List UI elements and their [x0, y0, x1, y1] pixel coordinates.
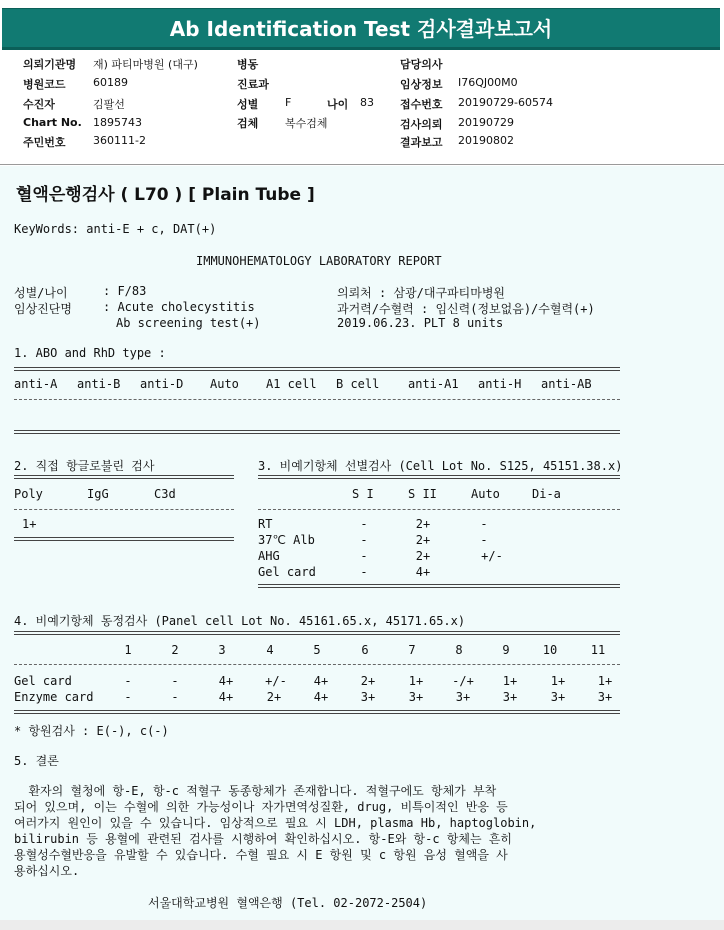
panel-cell: 1+ — [502, 674, 518, 688]
panel-col-header: 8 — [455, 643, 463, 657]
chart-no-value: 1895743 — [93, 116, 142, 129]
report-date-label: 결과보고 — [400, 136, 443, 149]
panel-cell: 1+ — [597, 674, 613, 688]
screening-row-label: RT — [258, 517, 273, 531]
screening-cell: 2+ — [415, 517, 431, 531]
hospital-code-label: 병원코드 — [23, 78, 66, 91]
abo-col-header: A1 cell — [266, 377, 317, 391]
clinical-info-label: 임상정보 — [400, 78, 443, 91]
lab-report — [0, 166, 724, 920]
patient-label: 수진자 — [23, 98, 55, 111]
divider — [14, 631, 620, 635]
panel-col-header: 3 — [218, 643, 226, 657]
accession-value: 20190729-60574 — [458, 96, 553, 109]
dat-col-header: Poly — [14, 487, 43, 501]
panel-cell: - — [171, 674, 179, 688]
screening-cell: +/- — [481, 549, 503, 563]
resident-no-label: 주민번호 — [23, 136, 66, 149]
panel-cell: - — [124, 690, 132, 704]
screening-col-header: S II — [408, 487, 437, 501]
panel-cell: 2+ — [360, 674, 376, 688]
panel-row-label: Enzyme card — [14, 690, 94, 704]
conclusion-title: 5. 결론 — [14, 754, 59, 768]
conclusion-line: 여러가지 원인이 있을 수 있습니다. 임상적으로 필요 시 LDH, plasma Hb, haptoglobin, — [14, 816, 537, 830]
panel-col-header: 4 — [266, 643, 274, 657]
hospital-value: 재) 파티마병원 (대구) — [93, 58, 198, 71]
dept-label: 진료과 — [237, 78, 269, 91]
dat-poly-value: 1+ — [22, 517, 37, 531]
request-date-label: 검사의뢰 — [400, 118, 443, 131]
panel-cell: 4+ — [313, 690, 329, 704]
abo-col-header: anti-A — [14, 377, 58, 391]
diagnosis-value-2: Ab screening test(+) — [116, 316, 261, 330]
screening-cell: 2+ — [415, 549, 431, 563]
divider — [14, 537, 234, 541]
panel-cell: 3+ — [455, 690, 471, 704]
panel-col-header: 10 — [542, 643, 558, 657]
transfusion-history-detail: 2019.06.23. PLT 8 units — [337, 316, 504, 330]
abo-col-header: anti-H — [478, 377, 522, 391]
screening-title: 3. 비예기항체 선별검사 (Cell Lot No. S125, 45151.38.x) — [258, 459, 623, 473]
hospital-code-value: 60189 — [93, 76, 128, 89]
report-date-value: 20190802 — [458, 134, 514, 147]
conclusion-line: 되어 있으며, 이는 수혈에 의한 가능성이나 자가면역성질환, drug, 비특이적인 반응 등 — [14, 800, 508, 814]
screening-cell: - — [480, 533, 488, 547]
abo-col-header: Auto — [210, 377, 239, 391]
screening-cell: - — [360, 533, 368, 547]
accession-label: 접수번호 — [400, 98, 443, 111]
specimen-label: 검체 — [237, 117, 259, 130]
age-value: 83 — [360, 96, 374, 109]
abo-col-header: anti-AB — [541, 377, 592, 391]
panel-cell: 4+ — [313, 674, 329, 688]
screening-cell: - — [480, 517, 488, 531]
screening-row-label: Gel card — [258, 565, 316, 579]
dat-col-header: C3d — [154, 487, 176, 501]
screening-cell: - — [360, 549, 368, 563]
diagnosis-value: : Acute cholecystitis — [103, 300, 255, 314]
panel-col-header: 2 — [171, 643, 179, 657]
divider — [14, 430, 620, 434]
age-label: 나이 — [327, 98, 349, 111]
conclusion-line: bilirubin 등 용혈에 관련된 검사를 시행하여 확인하십시오. 항-E와 항-c 항체는 흔히 — [14, 832, 512, 846]
sex-value: F — [285, 96, 292, 109]
screening-col-header: S I — [352, 487, 374, 501]
conclusion-line: 환자의 혈청에 항-E, 항-c 적혈구 동종항체가 존재합니다. 적혈구에도 항체가 부착 — [14, 784, 497, 798]
patient-value: 김팔선 — [93, 98, 125, 111]
clinical-info-value: I76QJ00M0 — [458, 76, 518, 89]
divider — [14, 367, 620, 371]
conclusion-line: 용하십시오. — [14, 864, 80, 878]
section-title: 혈액은행검사 ( L70 ) [ Plain Tube ] — [16, 185, 315, 205]
panel-cell: 1+ — [408, 674, 424, 688]
panel-cell: +/- — [265, 674, 287, 688]
sex-age-label: 성별/나이 — [14, 286, 68, 300]
screening-col-header: Auto — [471, 487, 500, 501]
panel-cell: 3+ — [502, 690, 518, 704]
dat-col-header: IgG — [87, 487, 109, 501]
divider — [14, 509, 234, 510]
panel-row-label: Gel card — [14, 674, 72, 688]
specimen-value: 복수검체 — [285, 117, 328, 130]
request-date-value: 20190729 — [458, 116, 514, 129]
screening-cell: 2+ — [415, 533, 431, 547]
panel-col-header: 9 — [502, 643, 510, 657]
divider — [14, 399, 620, 400]
panel-cell: - — [124, 674, 132, 688]
abo-col-header: anti-A1 — [408, 377, 459, 391]
screening-row-label: AHG — [258, 549, 280, 563]
divider — [14, 664, 620, 665]
divider — [258, 509, 620, 510]
panel-cell: 3+ — [597, 690, 613, 704]
abo-col-header: B cell — [336, 377, 380, 391]
blood-bank-footer: 서울대학교병원 혈액은행 (Tel. 02-2072-2504) — [148, 896, 428, 910]
hospital-label: 의뢰기관명 — [23, 58, 77, 71]
screening-row-label: 37℃ Alb — [258, 533, 315, 547]
screening-col-header: Di-a — [532, 487, 561, 501]
chart-no-label: Chart No. — [23, 116, 82, 129]
abo-col-header: anti-B — [77, 377, 121, 391]
panel-cell: 3+ — [360, 690, 376, 704]
panel-col-header: 5 — [313, 643, 321, 657]
sex-label: 성별 — [237, 98, 259, 111]
conclusion-line: 용혈성수혈반응을 유발할 수 있습니다. 수혈 필요 시 E 항원 및 c 항원 음성 혈액을 사 — [14, 848, 508, 862]
divider — [14, 710, 620, 714]
ward-label: 병동 — [237, 58, 259, 71]
screening-cell: 4+ — [415, 565, 431, 579]
report-title: Ab Identification Test 검사결과보고서 — [169, 17, 553, 41]
panel-col-header: 1 — [124, 643, 132, 657]
divider — [258, 584, 620, 588]
panel-cell: - — [171, 690, 179, 704]
panel-cell: 2+ — [266, 690, 282, 704]
panel-cell: 4+ — [218, 690, 234, 704]
panel-cell: 3+ — [408, 690, 424, 704]
keywords: KeyWords: anti-E + c, DAT(+) — [14, 222, 217, 236]
title-bar — [2, 8, 720, 50]
panel-cell: 3+ — [550, 690, 566, 704]
transfusion-history: 과거력/수혈력 : 임신력(정보없음)/수혈력(+) — [337, 302, 595, 316]
divider — [14, 475, 234, 479]
resident-no-value: 360111-2 — [93, 134, 146, 147]
identification-title: 4. 비예기항체 동정검사 (Panel cell Lot No. 45161.65.x, 45171.65.x) — [14, 614, 466, 628]
panel-cell: -/+ — [452, 674, 474, 688]
divider — [258, 475, 620, 479]
page-bottom-band — [0, 920, 724, 930]
referrer: 의뢰처 : 삼광/대구파티마병원 — [337, 286, 506, 300]
abo-rhd-title: 1. ABO and RhD type : — [14, 346, 166, 360]
sex-age-value: : F/83 — [103, 284, 147, 298]
panel-col-header: 7 — [408, 643, 416, 657]
lab-title: IMMUNOHEMATOLOGY LABORATORY REPORT — [196, 254, 442, 268]
antigen-test: * 항원검사 : E(-), c(-) — [14, 724, 169, 738]
panel-cell: 1+ — [550, 674, 566, 688]
panel-col-header: 11 — [590, 643, 606, 657]
dat-title: 2. 직접 항글로불린 검사 — [14, 459, 155, 473]
panel-cell: 4+ — [218, 674, 234, 688]
diagnosis-label: 임상진단명 — [14, 302, 72, 316]
header-divider — [0, 164, 724, 165]
abo-col-header: anti-D — [140, 377, 184, 391]
screening-cell: - — [360, 565, 368, 579]
panel-col-header: 6 — [361, 643, 369, 657]
doctor-label: 담당의사 — [400, 58, 443, 71]
screening-cell: - — [360, 517, 368, 531]
